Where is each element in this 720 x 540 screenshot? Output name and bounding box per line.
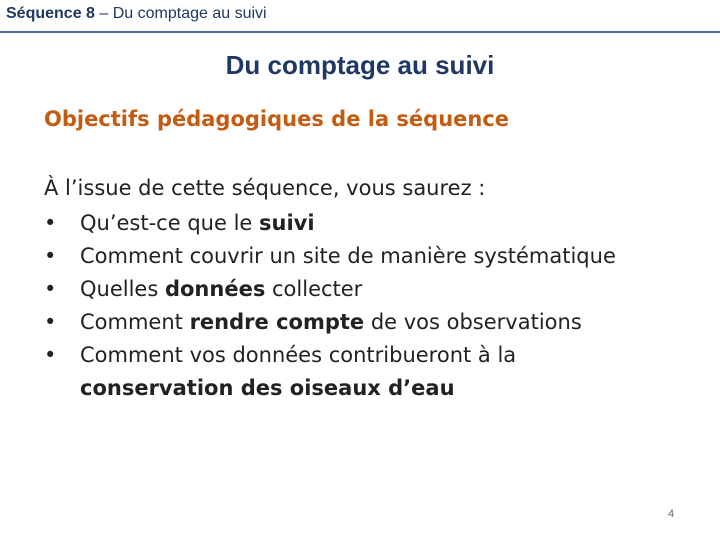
bullet-text: Comment xyxy=(80,310,190,334)
bullet-icon: • xyxy=(44,277,57,301)
objectives-heading: Objectifs pédagogiques de la séquence xyxy=(44,107,510,131)
list-item xyxy=(44,339,616,405)
bullet-emphasis: conservation des oiseaux d’eau xyxy=(80,376,455,400)
list-item xyxy=(44,240,616,273)
bullet-emphasis: données xyxy=(164,277,266,301)
list-item xyxy=(44,273,616,306)
bullet-icon: • xyxy=(44,211,57,235)
bullet-text: Comment vos données contribueront à la xyxy=(80,343,517,367)
bullet-emphasis: rendre compte xyxy=(189,310,365,334)
list-item xyxy=(44,306,616,339)
bullet-text: Comment couvrir un site de manière systématique xyxy=(80,244,616,268)
slide-header xyxy=(0,0,720,32)
header-separator: – xyxy=(94,5,113,22)
slide-title: Du comptage au suivi xyxy=(225,50,495,80)
objectives-list xyxy=(44,207,616,405)
header-divider xyxy=(0,31,720,33)
bullet-emphasis: suivi xyxy=(259,211,315,235)
bullet-icon: • xyxy=(44,343,57,367)
bullet-icon: • xyxy=(44,310,57,334)
bullet-text: Quelles xyxy=(80,277,165,301)
bullet-text-tail: de vos observations xyxy=(364,310,582,334)
header-subtitle: Du comptage au suivi xyxy=(112,5,267,22)
bullet-icon: • xyxy=(44,244,57,268)
bullet-text-tail: collecter xyxy=(265,277,363,301)
list-item xyxy=(44,207,616,240)
bullet-text: Qu’est-ce que le xyxy=(80,211,259,235)
header-breadcrumb xyxy=(6,5,267,23)
intro-text: À l’issue de cette séquence, vous saurez : xyxy=(44,176,486,200)
header-sequence-label: Séquence 8 xyxy=(6,5,95,22)
page-number: 4 xyxy=(668,508,675,520)
